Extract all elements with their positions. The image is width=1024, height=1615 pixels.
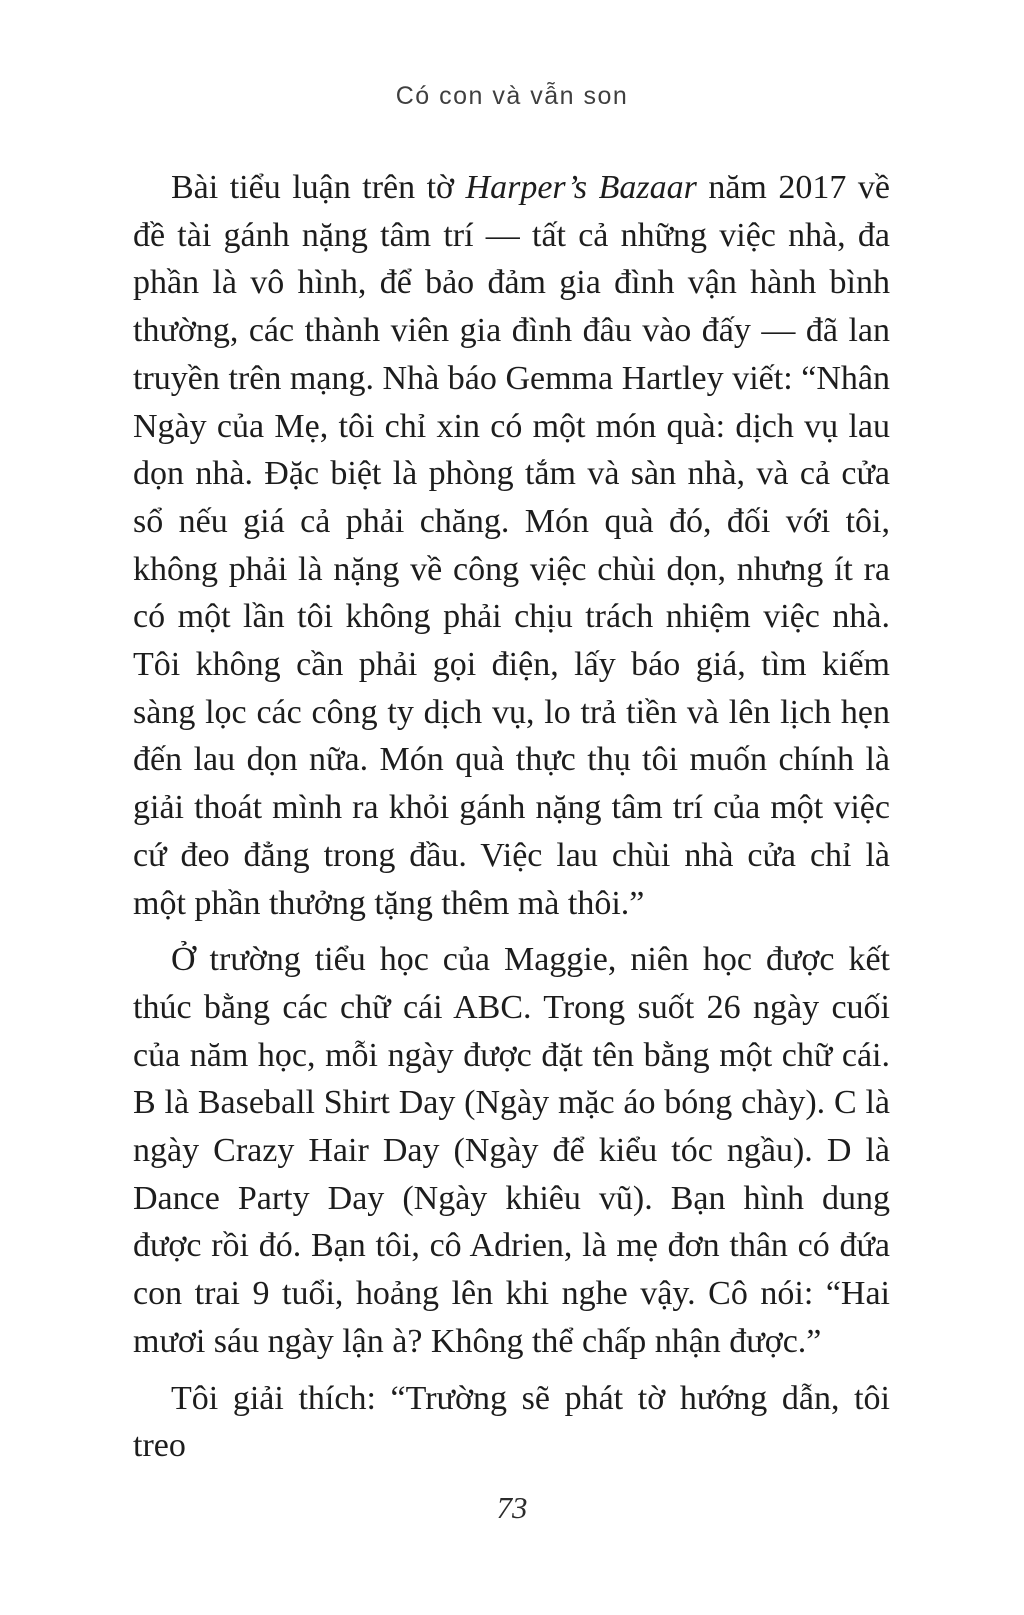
running-header — [0, 82, 1024, 111]
para1-magazine-title: Harper’s Bazaar — [465, 169, 697, 206]
book-title: Có con và vẫn son — [395, 82, 629, 110]
paragraph-explain: Tôi giải thích: “Trường sẽ phát tờ hướng dẫn, tôi treo — [133, 1379, 890, 1465]
para1-text-end: năm 2017 về đề tài gánh nặng tâm trí — tất cả những việc nhà, đa phần là vô hình, để bảo đảm gia đình vận hành bình thường, các thành viên gia đình đâu vào đấy — đã lan truyền trên mạng. Nhà báo Gemma Hartley viết: “Nhân Ngày của Mẹ, tôi chỉ xin có một món quà: dịch vụ lau dọn nhà. Đặc biệt là phòng tắm và sàn nhà, và cả cửa sổ nếu giá cả phải chăng. Món quà đó, đối với tôi, không phải là nặng về công việc chùi dọn, nhưng ít ra có một lần tôi không phải chịu trách nhiệm việc nhà. Tôi không cần phải gọi điện, lấy báo giá, tìm kiếm sàng lọc các công ty dịch vụ, lo trả tiền và lên lịch hẹn đến lau dọn nữa. Món quà thực thụ tôi muốn chính là giải thoát mình ra khỏi gánh nặng tâm trí của một việc cứ đeo đẳng trong đầu. Việc lau chùi nhà cửa chỉ là một phần thưởng tặng thêm mà thôi.” — [133, 169, 890, 922]
page-number: 73 — [496, 1490, 528, 1525]
paragraph-school: Ở trường tiểu học của Maggie, niên học được kết thúc bằng các chữ cái ABC. Trong suốt 26 ngày cuối của năm học, mỗi ngày được đặt tên bằng một chữ cái. B là Baseball Shirt Day (Ngày mặc áo bóng chày). C là ngày Crazy Hair Day (Ngày để kiểu tóc ngầu). D là Dance Party Day (Ngày khiêu vũ). Bạn hình dung được rồi đó. Bạn tôi, cô Adrien, là mẹ đơn thân có đứa con trai 9 tuổi, hoảng lên khi nghe vậy. Cô nói: “Hai mươi sáu ngày lận à? Không thể chấp nhận được.” — [133, 941, 890, 1360]
para1-text-start: Bài tiểu luận trên tờ — [171, 169, 466, 206]
page-body — [133, 164, 890, 1479]
paragraph-essay — [133, 164, 890, 927]
page-footer — [0, 1490, 1024, 1526]
